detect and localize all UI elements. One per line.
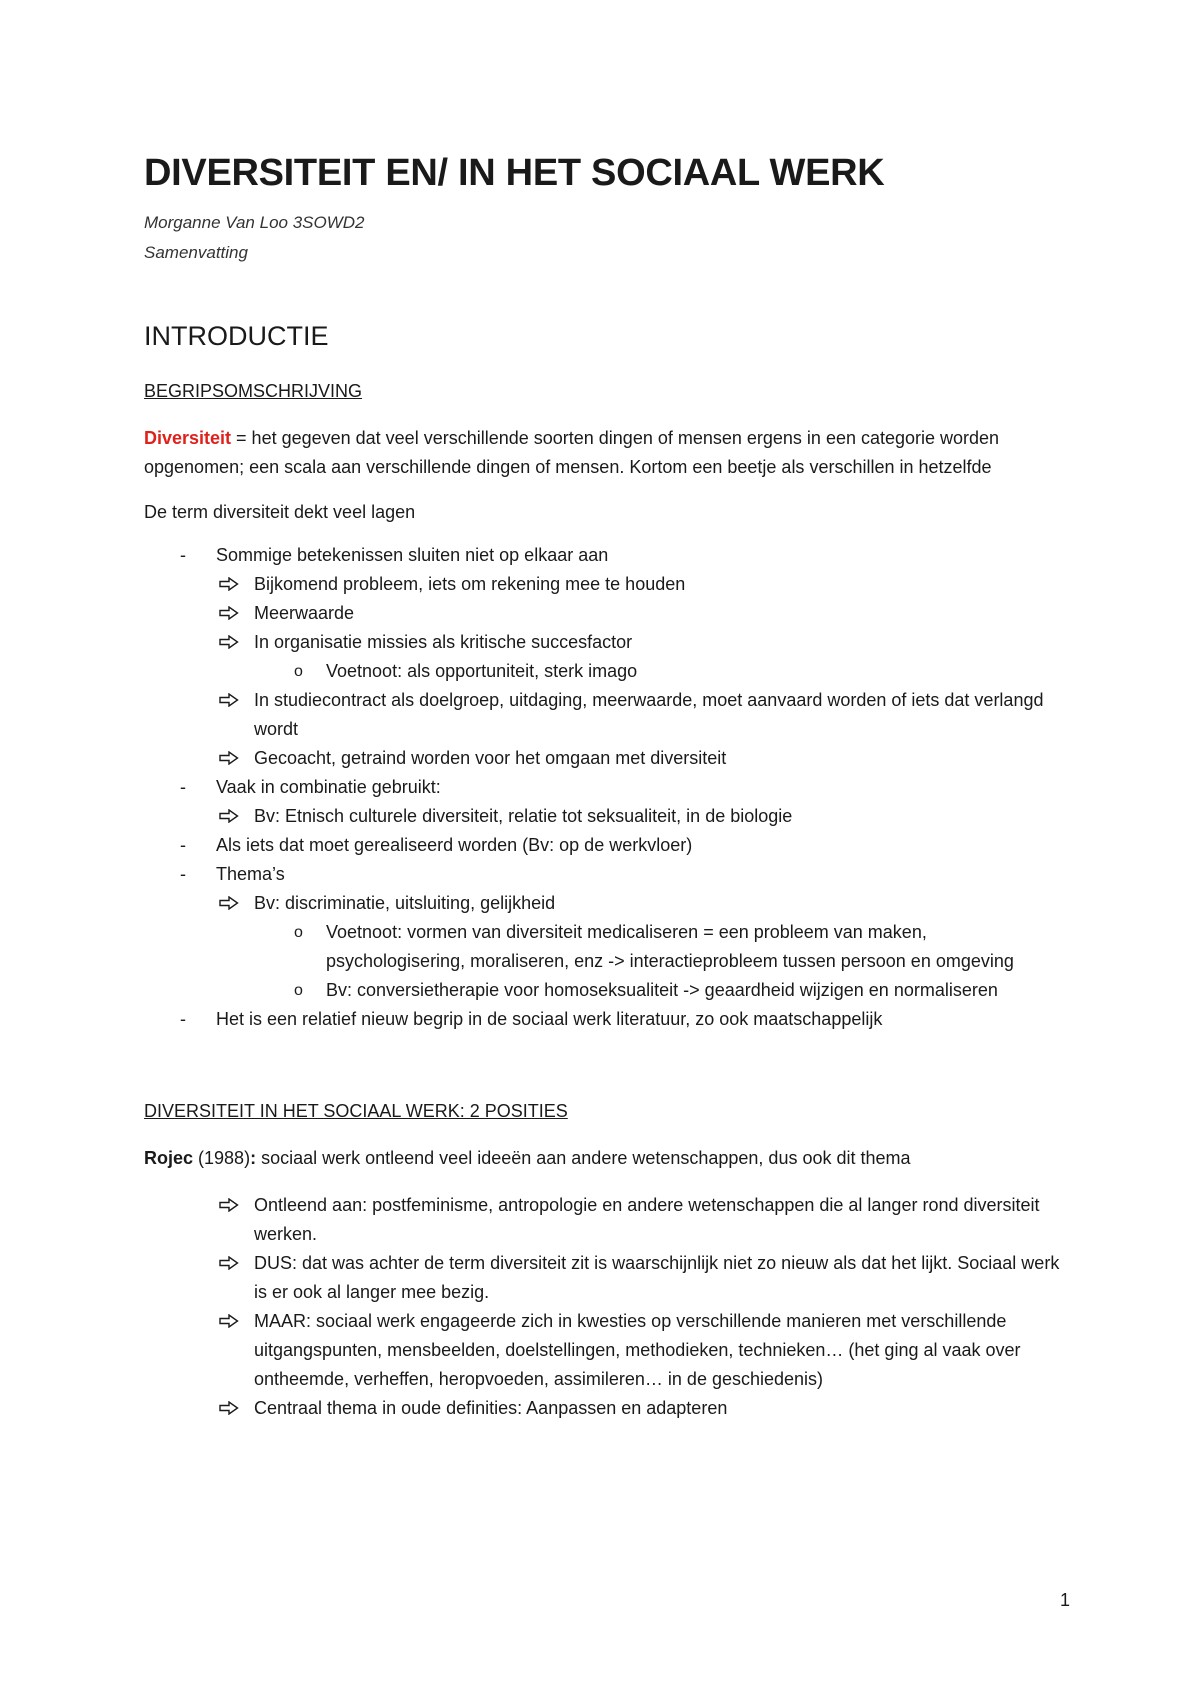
intro-paragraph: De term diversiteit dekt veel lagen — [144, 502, 416, 522]
document-title: DIVERSITEIT EN/ IN HET SOCIAAL WERK — [144, 152, 885, 194]
arrow-right-icon — [219, 1394, 239, 1423]
list-item — [144, 831, 1064, 860]
circle-bullet: o — [294, 924, 303, 941]
list-item — [144, 744, 1064, 773]
list-item-text: Voetnoot: als opportuniteit, sterk imago — [326, 661, 638, 681]
arrow-right-icon — [219, 570, 239, 599]
arrow-right-icon — [219, 628, 239, 657]
arrow-right-icon — [219, 744, 239, 773]
list-item — [144, 599, 1064, 628]
rojec-year: (1988) — [193, 1148, 251, 1168]
list-item-text: Als iets dat moet gerealiseerd worden (Bv: op de werkvloer) — [216, 835, 693, 855]
list-item — [144, 570, 1064, 599]
list-item-text: Bv: Etnisch culturele diversiteit, relatie tot seksualiteit, in de biologie — [254, 806, 793, 826]
list-item-text: Het is een relatief nieuw begrip in de sociaal werk literatuur, zo ook maatschappelijk — [216, 1009, 883, 1029]
dash-bullet: - — [180, 1009, 186, 1029]
rojec-paragraph — [144, 1144, 1064, 1173]
list-item — [144, 1307, 1064, 1394]
section-heading-introductie: INTRODUCTIE — [144, 321, 329, 351]
document-subtitle: Samenvatting — [144, 243, 248, 262]
dash-bullet: - — [180, 864, 186, 884]
rojec-text: sociaal werk ontleend veel ideeën aan andere wetenschappen, dus ook dit thema — [256, 1148, 911, 1168]
arrow-right-icon — [219, 889, 239, 918]
arrow-right-icon — [219, 1249, 239, 1278]
list-item-text: Bijkomend probleem, iets om rekening mee te houden — [254, 574, 686, 594]
dash-bullet: - — [180, 777, 186, 797]
rojec-colon: : — [250, 1148, 257, 1168]
list-item — [144, 686, 1064, 744]
list-item — [144, 628, 1064, 657]
list-item-text: DUS: dat was achter de term diversiteit zit is waarschijnlijk niet zo nieuw als dat het lijkt. Sociaal werk is er ook al langer mee bezig. — [254, 1253, 1060, 1302]
author-line: Morganne Van Loo 3SOWD2 — [144, 213, 365, 232]
arrow-right-icon — [219, 802, 239, 831]
circle-bullet: o — [294, 663, 303, 680]
list-item-text: Centraal thema in oude definities: Aanpassen en adapteren — [254, 1398, 728, 1418]
list-item — [144, 773, 1064, 802]
list-item-text: MAAR: sociaal werk engageerde zich in kwesties op verschillende manieren met verschillende uitgangspunten, mensbeelden, doelstellingen, methodieken, technieken… (het ging al vaak over ontheemde, verheffen, heropvoeden, assimileren… in de geschiedenis) — [254, 1311, 1021, 1389]
list-item — [144, 976, 1064, 1005]
list-item — [144, 1249, 1064, 1307]
list-item — [144, 1005, 1064, 1034]
list-item — [144, 802, 1064, 831]
dash-bullet: - — [180, 545, 186, 565]
list-item-text: In organisatie missies als kritische succesfactor — [254, 632, 633, 652]
list-item-text: In studiecontract als doelgroep, uitdaging, meerwaarde, moet aanvaard worden of iets dat verlangd wordt — [254, 690, 1044, 739]
list-item-text: Vaak in combinatie gebruikt: — [216, 777, 441, 797]
list-item — [144, 657, 1064, 686]
arrow-right-icon — [219, 1191, 239, 1220]
circle-bullet: o — [294, 982, 303, 999]
rojec-author: Rojec — [144, 1148, 194, 1168]
definition-term: Diversiteit — [144, 428, 232, 448]
dash-bullet: - — [180, 835, 186, 855]
list-item — [144, 1394, 1064, 1423]
arrow-right-icon — [219, 1307, 239, 1336]
list-item — [144, 541, 1064, 570]
arrow-right-icon — [219, 686, 239, 715]
list-item-text: Ontleend aan: postfeminisme, antropologie en andere wetenschappen die al langer rond diversiteit werken. — [254, 1195, 1040, 1244]
list-item-text: Meerwaarde — [254, 603, 355, 623]
page-number: 1 — [1059, 1590, 1070, 1610]
list-item-text: Thema’s — [216, 864, 285, 884]
definition-text: = het gegeven dat veel verschillende soorten dingen of mensen ergens in een categorie worden opgenomen; een scala aan verschillende dingen of mensen. Kortom een beetje als verschillen in hetzelfde — [144, 428, 1000, 477]
list-item-text: Bv: conversietherapie voor homoseksualiteit -> geaardheid wijzigen en normaliseren — [326, 980, 998, 1000]
list-item-text: Voetnoot: vormen van diversiteit medicaliseren = een probleem van maken, psychologisering, moraliseren, enz -> interactieprobleem tussen persoon en omgeving — [326, 922, 1014, 971]
list-item-text: Sommige betekenissen sluiten niet op elkaar aan — [216, 545, 609, 565]
subheading-begripsomschrijving: BEGRIPSOMSCHRIJVING — [144, 381, 363, 401]
list-item — [144, 860, 1064, 889]
list-item-text: Gecoacht, getraind worden voor het omgaan met diversiteit — [254, 748, 727, 768]
list-item — [144, 889, 1064, 918]
bullet-list-posities — [144, 1191, 1064, 1423]
page-content — [144, 150, 1064, 1423]
bullet-list-begrip — [144, 541, 1064, 1034]
list-item-text: Bv: discriminatie, uitsluiting, gelijkheid — [254, 893, 556, 913]
definition-paragraph — [144, 424, 1064, 482]
arrow-right-icon — [219, 599, 239, 628]
list-item — [144, 1191, 1064, 1249]
subheading-twee-posities: DIVERSITEIT IN HET SOCIAAL WERK: 2 POSITIES — [144, 1101, 568, 1121]
list-item — [144, 918, 1064, 976]
